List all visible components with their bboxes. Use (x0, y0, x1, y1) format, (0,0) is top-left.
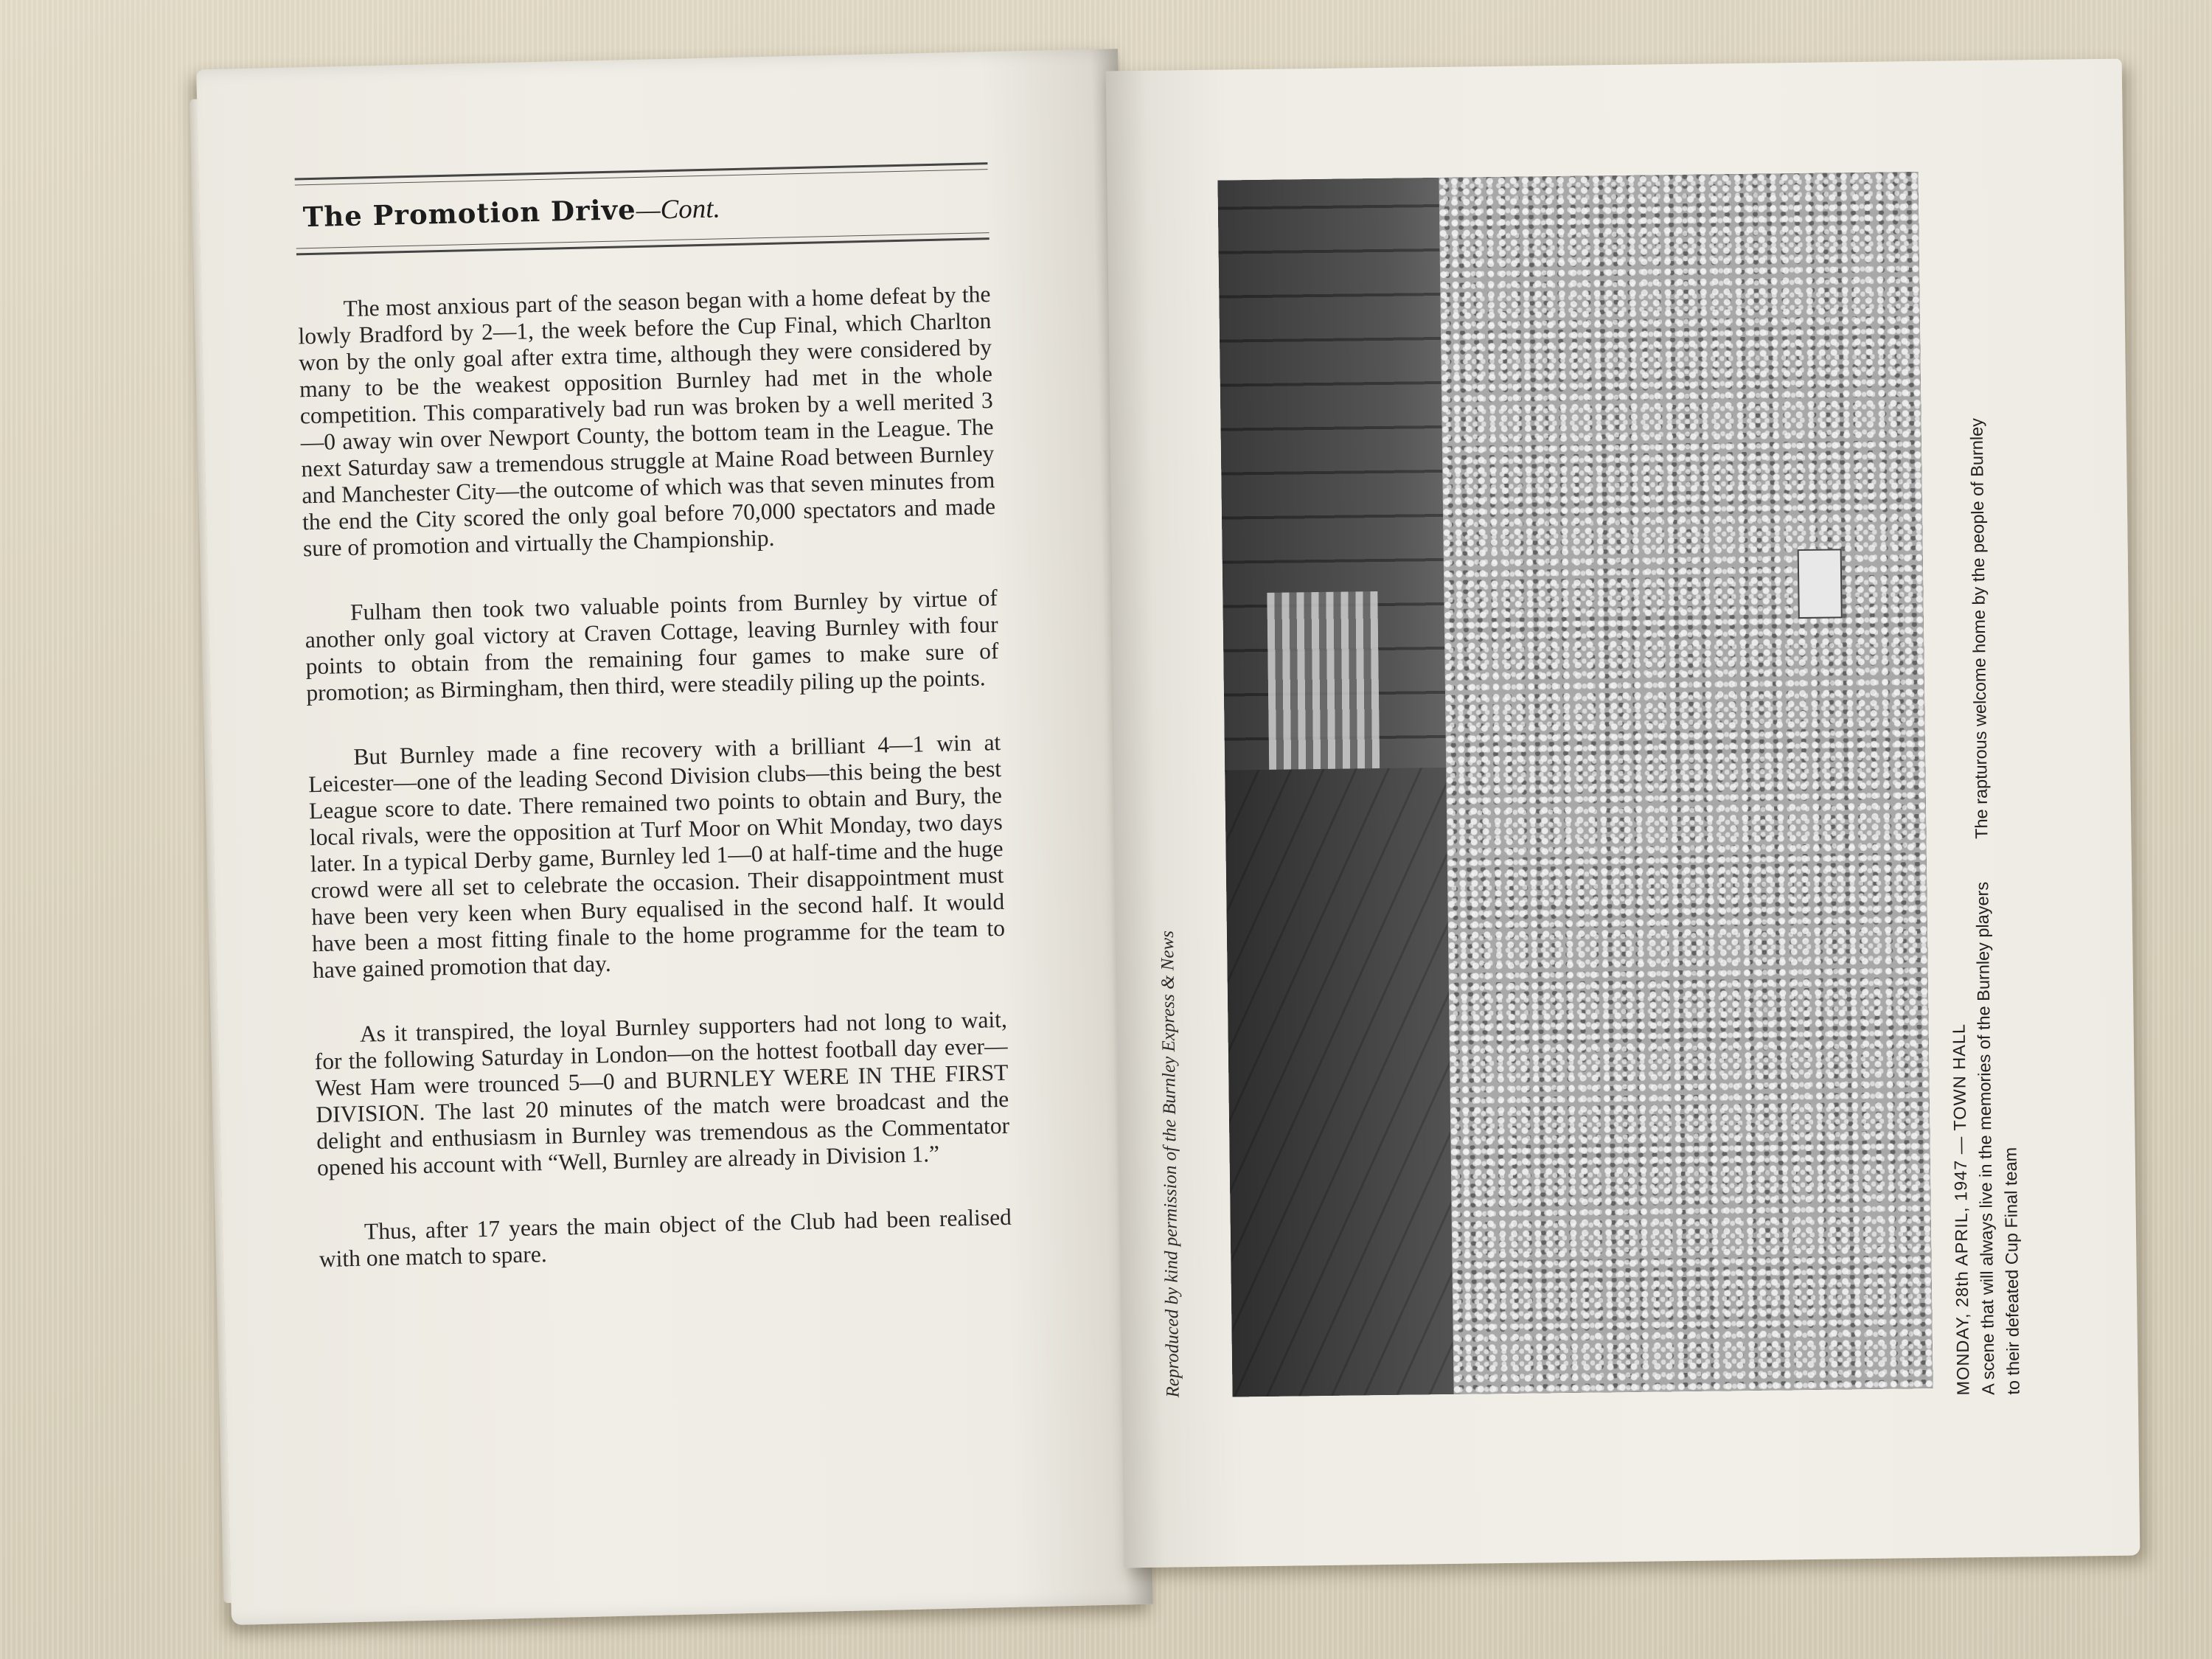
heading-suffix: —Cont. (636, 193, 721, 226)
photo-sign (1798, 549, 1843, 619)
caption-date-line: MONDAY, 28th APRIL, 1947 — TOWN HALL (1949, 1023, 1973, 1396)
photo-balcony (1267, 591, 1380, 770)
photo-caption (1936, 178, 2026, 1396)
caption-line-2-right: The rapturous welcome home by the people of Burnley (1966, 417, 1992, 840)
section-heading (295, 162, 990, 255)
paragraph-2: Fulham then took two valuable points from Burnley by virtue of another only goal victory at Craven Cottage, leaving Burnley with four points to obtain from the remaining four games to make sure of promotion; as Birmingham, then third, were steadily piling up the points. (305, 584, 999, 706)
right-page (1106, 59, 2140, 1568)
paragraph-3: But Burnley made a fine recovery with a brilliant 4—1 win at Leicester—one of the leading Second Division clubs—this being the best League score to date. There remained two points to obtain and Bury, the local rivals, were the opposition at Turf Moor on Whit Monday, two days later. In a typical Derby game, Burnley led 1—0 at half-time and the huge crowd were all set to celebrate the occasion. Their disappointment must have been very keen when Bury equalised in the second half. It would have been a most fitting finale to the home programme for the team to have gained promotion that day. (307, 728, 1006, 984)
crowd-photo (1217, 172, 1933, 1397)
left-page (196, 49, 1153, 1625)
paragraph-4: As it transpired, the loyal Burnley supporters had not long to wait, for the following Saturday in London—on the hottest football day ever—West Ham were trounced 5—0 and BURNLEY WERE IN THE FIRST DIVISION. The last 20 minutes of the match were broadcast and the delight and enthusiasm in Burnley was tremendous as the Commentator opened his account with “Well, Burnley are already in Division 1.” (314, 1006, 1010, 1181)
heading-title: The Promotion Drive (302, 192, 637, 234)
caption-line-3-text: to their defeated Cup Final team (2000, 1147, 2023, 1395)
photo-credit: Reproduced by kind permission of the Burnley Express & News (1157, 930, 1183, 1398)
paragraph-5: Thus, after 17 years the main object of the Club had been realised with one match to spare. (319, 1203, 1012, 1273)
photo-crowd (1439, 172, 1933, 1394)
paragraph-1: The most anxious part of the season began with a home defeat by the lowly Bradford by 2—1, the week before the Cup Final, which Charlton won by the only goal after extra time, although they were considered by many to be the weakest opposition Burnley had met in the whole competition. This comparatively bad run was broken by a well merited 3—0 away win over Newport County, the bottom team in the League. The next Saturday saw a tremendous struggle at Maine Road between Burnley and Manchester City—the outcome of which was that seven minutes from the end the City scored the only goal before 70,000 spectators and made sure of promotion and virtually the Championship. (298, 281, 996, 562)
left-page-content (295, 162, 1014, 1311)
caption-line-2-left: A scene that will always live in the memories of the Burnley players (1972, 881, 1998, 1396)
